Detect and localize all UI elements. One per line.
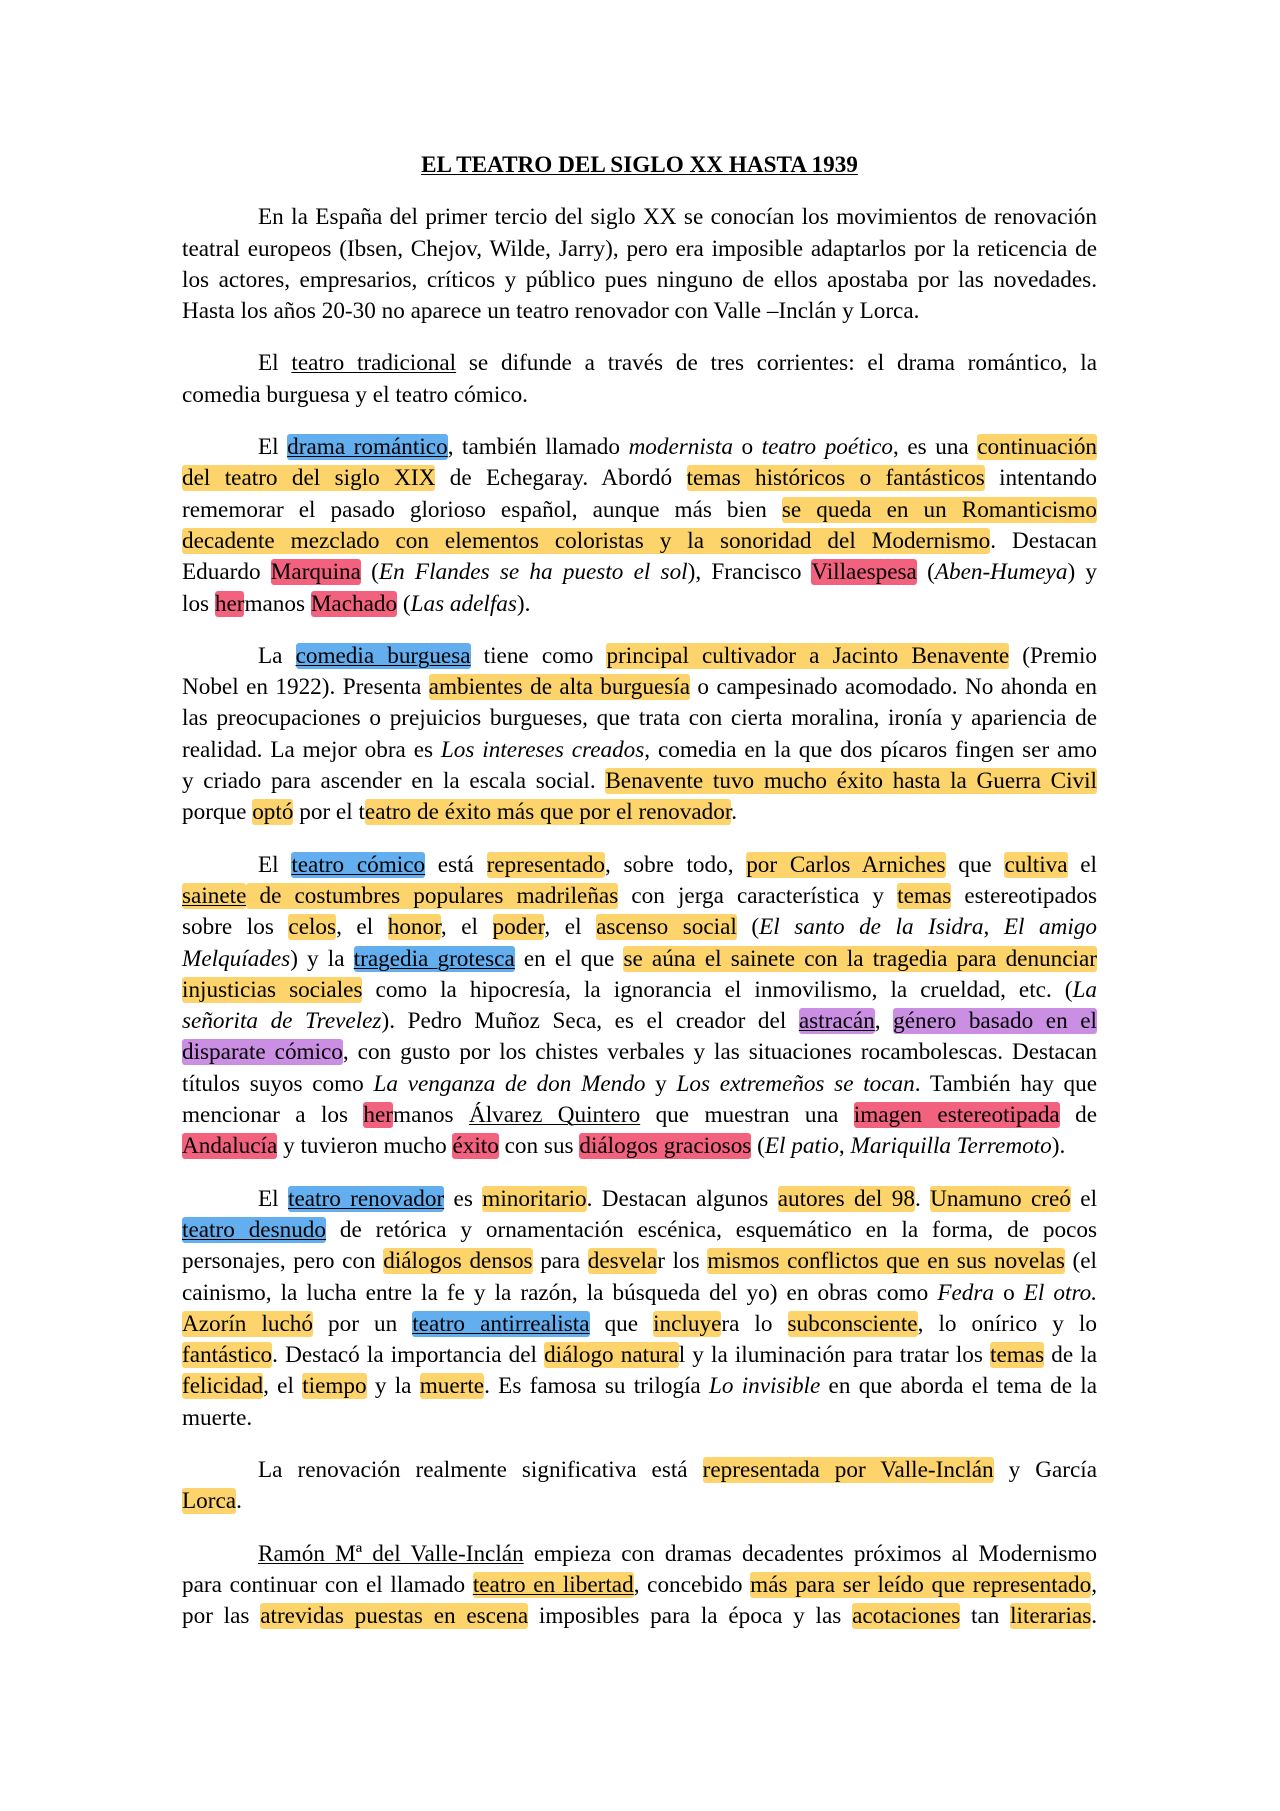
highlight-yellow: temas [897, 882, 952, 909]
italic-work-title: Lo invisible [708, 1373, 821, 1400]
highlight-yellow: incluye [653, 1310, 722, 1337]
text-run: intentando [984, 465, 1097, 492]
text-line [182, 641, 1097, 672]
text-line [182, 495, 1097, 526]
text-run: teatral europeos (Ibsen, Chejov, Wilde, Jarry), pero era imposible adaptarlos por la reticencia de [182, 235, 1097, 262]
italic-work-title: modernista [628, 434, 733, 461]
text-run: los [182, 590, 215, 617]
text-run: Hasta los años 20-30 no aparece un teatro renovador con Valle –Inclán y Lorca. [182, 298, 920, 325]
underlined-term: Álvarez Quintero [468, 1102, 641, 1129]
text-run: o campesinado acomodado. No ahonda en [690, 674, 1098, 701]
highlight-pink: Machado [310, 590, 398, 617]
highlight-yellow: más para ser leído que representado [750, 1571, 1092, 1598]
text-line [182, 881, 1097, 912]
italic-work-title: El otro. [1023, 1279, 1097, 1306]
paragraph [182, 348, 1097, 411]
text-run: y tuvieron mucho [277, 1133, 453, 1160]
text-line [182, 432, 1097, 463]
text-line [182, 797, 1097, 828]
highlight-pink: Villaespesa [811, 559, 917, 586]
paragraph [182, 641, 1097, 829]
highlight-yellow: tiempo [302, 1373, 367, 1400]
text-line [182, 703, 1097, 734]
highlight-yellow: mismos conflictos que en sus novelas [707, 1248, 1065, 1275]
text-run: . [1091, 1603, 1098, 1630]
text-run: , el [440, 914, 493, 941]
text-run: , el [544, 914, 597, 941]
highlight-yellow: temas históricos o fantásticos [686, 465, 985, 492]
text-run: , el [336, 914, 388, 941]
highlight-yellow: eatro de éxito más que por el renovador [364, 799, 732, 826]
text-line [182, 1215, 1097, 1246]
highlight-yellow: decadente mezclado con elementos coloristas y la sonoridad del Modernismo [182, 527, 991, 554]
text-run: o [732, 434, 762, 461]
text-run: ( [397, 590, 411, 617]
text-run: ), Francisco [687, 559, 812, 586]
text-line [182, 1100, 1097, 1131]
text-run: el [1067, 851, 1097, 878]
text-run: ). [1051, 1133, 1066, 1160]
text-run: que [589, 1310, 654, 1337]
highlight-yellow: del teatro del siglo XIX [182, 465, 436, 492]
highlight-yellow: Benavente tuvo mucho éxito hasta la Guerra Civil [605, 768, 1097, 795]
text-run: ra lo [721, 1310, 788, 1337]
text-line [182, 296, 1097, 327]
text-run: en el que [514, 945, 624, 972]
highlight-yellow: acotaciones [852, 1603, 961, 1630]
text-line [182, 766, 1097, 797]
text-line [182, 672, 1097, 703]
highlight-purple: género basado en el [893, 1008, 1097, 1035]
text-run: empieza con dramas decadentes próximos al Modernismo [523, 1540, 1097, 1567]
highlight-yellow: temas [990, 1342, 1045, 1369]
text-run: Eduardo [182, 559, 271, 586]
text-line [182, 850, 1097, 881]
highlight-yellow: autores del 98 [777, 1185, 915, 1212]
text-run: , [838, 1133, 851, 1160]
text-line [182, 1309, 1097, 1340]
highlight-yellow: fantástico [182, 1342, 273, 1369]
text-run: mencionar a los [182, 1102, 364, 1129]
highlight-yellow: celos [288, 914, 337, 941]
text-run: En la España del primer tercio del siglo XX se conocían los movimientos de renovación [258, 204, 1097, 231]
italic-work-title: El patio [764, 1133, 839, 1160]
text-run: sobre los [182, 914, 289, 941]
text-run: Nobel en 1922). Presenta [182, 674, 429, 701]
highlight-yellow: sainete [182, 882, 247, 909]
text-line [182, 1037, 1097, 1068]
highlight-blue: teatro cómico [291, 851, 426, 878]
text-run: manos [393, 1102, 469, 1129]
highlight-blue: drama romántico [287, 434, 448, 461]
text-run: está [425, 851, 487, 878]
text-run: , [983, 914, 1004, 941]
text-run: ( [736, 914, 760, 941]
text-run: ) y la [290, 945, 354, 972]
text-run: por las [182, 1603, 261, 1630]
paragraph [182, 1539, 1097, 1633]
text-line [182, 380, 1097, 411]
text-line [182, 589, 1097, 620]
text-run: , con gusto por los chistes verbales y las situaciones rocambolescas. Destacan [342, 1039, 1097, 1066]
highlight-yellow: minoritario [482, 1185, 587, 1212]
highlight-pink: her [214, 590, 245, 617]
highlight-yellow: de costumbres populares madrileñas [246, 882, 619, 909]
highlight-blue: tragedia grotesca [353, 945, 515, 972]
paragraph [182, 202, 1097, 327]
text-run: , el [263, 1373, 303, 1400]
highlight-yellow: Azorín luchó [182, 1310, 313, 1337]
text-run: el [1070, 1185, 1098, 1212]
text-run: , lo onírico y lo [917, 1310, 1097, 1337]
text-run: tiene como [470, 642, 607, 669]
text-run: realidad. La mejor obra es [182, 736, 441, 763]
text-line [182, 557, 1097, 588]
text-run: . Destacan algunos [586, 1185, 778, 1212]
text-run: . Destacan [990, 527, 1097, 554]
paragraph [182, 432, 1097, 620]
text-run: ) y [1067, 559, 1098, 586]
text-run: las preocupaciones o prejuicios burgueses, que trata con cierta moralina, ironía y apariencia de [182, 705, 1097, 732]
text-run: de [1059, 1102, 1098, 1129]
italic-work-title: La [1072, 976, 1098, 1003]
text-run: personajes, pero con [182, 1248, 384, 1275]
text-run: , comedia en la que dos pícaros fingen ser amo [644, 736, 1097, 763]
highlight-blue: teatro desnudo [182, 1216, 326, 1243]
highlight-yellow: cultiva [1004, 851, 1068, 878]
text-run: El [258, 1185, 288, 1212]
document-body [182, 202, 1097, 1632]
text-run: y García [993, 1456, 1097, 1483]
text-run: , también llamado [447, 434, 629, 461]
text-run: de retórica y ornamentación escénica, esquemático en la forma, de pocos [325, 1216, 1097, 1243]
text-line [182, 1403, 1097, 1434]
text-line [182, 234, 1097, 265]
text-run: ). [516, 590, 531, 617]
text-line [182, 1246, 1097, 1277]
text-run: El [258, 434, 288, 461]
text-line [182, 463, 1097, 494]
highlight-purple: disparate cómico [182, 1039, 343, 1066]
highlight-yellow: poder [492, 914, 545, 941]
italic-work-title: El amigo [1003, 914, 1098, 941]
highlight-yellow: injusticias sociales [182, 976, 363, 1003]
paragraph [182, 1455, 1097, 1518]
text-line [182, 526, 1097, 557]
text-run: en que aborda el tema de la [820, 1373, 1098, 1400]
text-run: los actores, empresarios, críticos y público pues ninguno de ellos apostaba por las novedades. [182, 266, 1097, 293]
highlight-yellow: desvela [587, 1248, 658, 1275]
highlight-yellow: representada por Valle-Inclán [702, 1456, 994, 1483]
text-run: comedia burguesa y el teatro cómico. [182, 381, 528, 408]
italic-work-title: Aben-Humeya [934, 559, 1068, 586]
highlight-yellow: literarias [1010, 1603, 1092, 1630]
text-line [182, 1486, 1097, 1517]
highlight-pink: Marquina [270, 559, 361, 586]
text-line [182, 735, 1097, 766]
text-run: . [236, 1488, 242, 1515]
highlight-blue: comedia burguesa [295, 642, 471, 669]
italic-work-title: señorita de Trevelez [182, 1008, 382, 1035]
text-run: , es una [892, 434, 978, 461]
text-run: , [1091, 1571, 1097, 1598]
text-run: de la [1044, 1342, 1098, 1369]
highlight-yellow: se aúna el sainete con la tragedia para denunciar [623, 945, 1097, 972]
highlight-yellow: diálogos densos [383, 1248, 533, 1275]
text-line [182, 1006, 1097, 1037]
highlight-pink: her [363, 1102, 394, 1129]
text-line [182, 1278, 1097, 1309]
text-run: estereotipados [951, 882, 1097, 909]
italic-work-title: Las adelfas [410, 590, 517, 617]
text-run: que [945, 851, 1005, 878]
text-line [182, 1371, 1097, 1402]
italic-work-title: El santo de la Isidra [759, 914, 984, 941]
highlight-yellow: se queda en un Romanticismo [781, 496, 1097, 523]
text-run: , sobre todo, [605, 851, 747, 878]
highlight-yellow: continuación [977, 434, 1098, 461]
text-run: porque [182, 799, 253, 826]
text-run: . Es famosa su trilogía [484, 1373, 709, 1400]
text-run: . [731, 799, 738, 826]
highlight-yellow: diálogo natura [544, 1342, 679, 1369]
text-run: ( [751, 1133, 765, 1160]
text-line [182, 348, 1097, 379]
italic-work-title: La venganza de don Mendo [373, 1070, 646, 1097]
text-run: manos [244, 590, 311, 617]
text-run: ( [916, 559, 935, 586]
paragraph [182, 850, 1097, 1163]
highlight-yellow: ambientes de alta burguesía [428, 674, 691, 701]
text-line [182, 1340, 1097, 1371]
text-line [182, 1131, 1097, 1162]
text-run: imposibles para la época y las [528, 1603, 853, 1630]
text-line [182, 1570, 1097, 1601]
text-run: o [994, 1279, 1024, 1306]
text-run: y [645, 1070, 677, 1097]
highlight-pink: imagen estereotipada [853, 1102, 1060, 1129]
text-run: y la [366, 1373, 420, 1400]
text-run: se difunde a través de tres corrientes: el drama romántico, la [456, 350, 1098, 377]
text-run: cainismo, la lucha entre la fe y la razón, la búsqueda del yo) en obras como [182, 1279, 938, 1306]
italic-work-title: En Flandes se ha puesto el sol [378, 559, 688, 586]
highlight-yellow: por Carlos Arniches [746, 851, 946, 878]
text-run: . Destacó la importancia del [272, 1342, 545, 1369]
text-run: , concebido [633, 1571, 751, 1598]
highlight-yellow: felicidad [182, 1373, 264, 1400]
highlight-pink: Andalucía [182, 1133, 278, 1160]
highlight-blue: teatro antirrealista [412, 1310, 590, 1337]
highlight-yellow: atrevidas puestas en escena [260, 1603, 529, 1630]
text-run: ). Pedro Muñoz Seca, es el creador del [381, 1008, 799, 1035]
text-run: , [874, 1008, 894, 1035]
text-run: que muestran una [640, 1102, 854, 1129]
text-run: La [258, 642, 296, 669]
document-page [182, 150, 1097, 1653]
italic-work-title: Los extremeños se tocan [676, 1070, 915, 1097]
italic-work-title: teatro poético [761, 434, 893, 461]
highlight-yellow: muerte [419, 1373, 485, 1400]
highlight-yellow: principal cultivador a Jacinto Benavente [606, 642, 1010, 669]
text-line [182, 1601, 1097, 1632]
text-run: r los [657, 1248, 708, 1275]
text-run: por el t [293, 799, 365, 826]
text-run: de Echegaray. Abordó [435, 465, 687, 492]
text-line [182, 944, 1097, 975]
italic-work-title: Los intereses creados [440, 736, 645, 763]
paragraph [182, 1184, 1097, 1434]
highlight-yellow: Lorca [182, 1488, 237, 1515]
text-run: . [914, 1185, 931, 1212]
text-line [182, 1184, 1097, 1215]
text-run: para [532, 1248, 588, 1275]
text-run: muerte. [182, 1404, 253, 1431]
text-run: ( [360, 559, 379, 586]
text-run: y criado para ascender en la escala social. [182, 768, 606, 795]
text-line [182, 912, 1097, 943]
highlight-yellow: representado [486, 851, 606, 878]
highlight-purple: astracán [798, 1008, 875, 1035]
text-run: por un [312, 1310, 413, 1337]
text-run: El [258, 350, 292, 377]
text-run: con sus [498, 1133, 580, 1160]
text-run: rememorar el pasado glorioso español, aunque más bien [182, 496, 782, 523]
document-title: EL TEATRO DEL SIGLO XX HASTA 1939 [421, 152, 858, 178]
highlight-yellow: subconsciente [787, 1310, 918, 1337]
text-run: para continuar con el llamado [182, 1571, 473, 1598]
text-line [182, 202, 1097, 233]
text-run: (el [1064, 1248, 1097, 1275]
text-run: es [444, 1185, 483, 1212]
text-line [182, 975, 1097, 1006]
text-line [182, 1455, 1097, 1486]
italic-work-title: Fedra [937, 1279, 995, 1306]
underlined-term: teatro tradicional [291, 350, 457, 377]
highlight-pink: éxito [452, 1133, 499, 1160]
italic-work-title: Melquíades [182, 945, 291, 972]
text-line [182, 1539, 1097, 1570]
highlight-yellow: optó [252, 799, 294, 826]
text-run: El [258, 851, 292, 878]
underlined-term: Ramón Mª del Valle-Inclán [258, 1540, 524, 1567]
text-run: La renovación realmente significativa está [258, 1456, 703, 1483]
highlight-yellow: ascenso social [596, 914, 737, 941]
text-run: títulos suyos como [182, 1070, 374, 1097]
text-run: con jerga característica y [618, 882, 898, 909]
text-run: (Premio [1009, 642, 1098, 669]
text-run: l y la iluminación para tratar los [678, 1342, 991, 1369]
text-run: como la hipocresía, la ignorancia el inmovilismo, la crueldad, etc. ( [362, 976, 1073, 1003]
highlight-yellow: Unamuno creó [930, 1185, 1071, 1212]
text-run: tan [960, 1603, 1011, 1630]
text-line [182, 1069, 1097, 1100]
text-run: . También hay que [914, 1070, 1098, 1097]
highlight-pink: diálogos graciosos [579, 1133, 752, 1160]
highlight-yellow: honor [387, 914, 441, 941]
highlight-yellow: teatro en libertad [472, 1571, 634, 1598]
text-line [182, 265, 1097, 296]
italic-work-title: Mariquilla Terremoto [850, 1133, 1052, 1160]
highlight-blue: teatro renovador [288, 1185, 445, 1212]
